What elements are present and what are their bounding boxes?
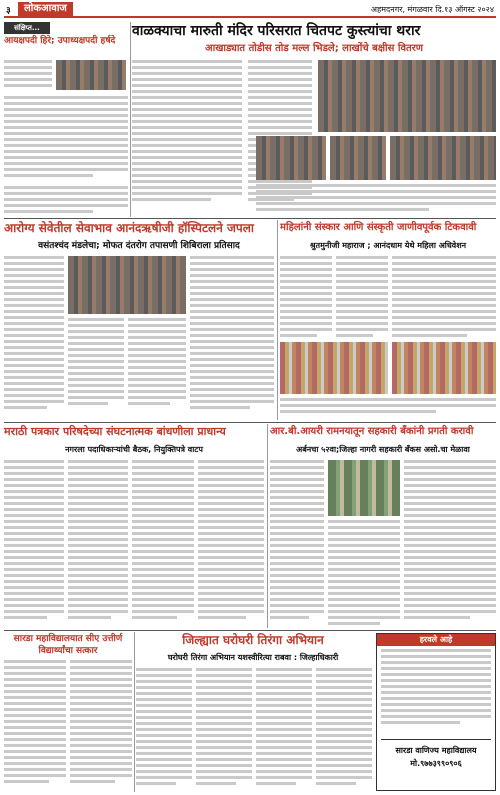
wrestling-photo: [318, 60, 496, 132]
column-rule: [134, 632, 135, 792]
brief-text-3: [4, 186, 128, 216]
rcb-text-col1: [270, 460, 324, 622]
rcb-text-col3: [404, 460, 496, 622]
women-text-bottom: [280, 398, 496, 416]
newspaper-name: लोकआवाज: [18, 2, 73, 16]
wrestling-photo-4: [390, 136, 496, 180]
health-text-col3: [128, 318, 186, 408]
health-text-col4: [190, 256, 274, 412]
health-text-col1: [4, 256, 64, 412]
women-photo: [280, 342, 388, 394]
flag-text-col3: [256, 668, 312, 788]
main-headline: वाळक्याचा मारुती मंदिर परिसरात चितपट कुस्त्यांचा थरार: [132, 23, 421, 39]
health-headline: आरोग्य सेवेतील सेवाभाव आनंदऋषीजी हॉस्पिटलने जपला: [4, 221, 254, 235]
brief-headline: आयक्षपदी हिरे; उपाध्यक्षपदी हर्षदे: [4, 36, 116, 46]
flag-headline: जिल्ह्यात घरोघरी तिरंगा अभियान: [182, 633, 324, 647]
main-text-col2: [248, 60, 312, 204]
press-headline: मराठी पत्रकार परिषदेच्या संघटनात्मक बांधणीला प्राधान्य: [4, 425, 226, 438]
flag-text-col1: [136, 668, 192, 788]
column-rule: [130, 22, 131, 217]
brief-text-2: [4, 96, 128, 180]
health-photo: [68, 256, 186, 314]
sarada-headline: सारडा महाविद्यालयात सीए उत्तीर्ण विद्यार्थ्यांचा सत्कार: [13, 634, 123, 656]
sarada-text-col1: [4, 660, 66, 786]
column-rule: [277, 220, 278, 420]
section-rule: [4, 218, 496, 219]
masthead: [4, 2, 496, 18]
brief-photo: [56, 60, 126, 90]
press-text-col2: [68, 460, 128, 622]
main-text-col1: [132, 60, 242, 204]
main-text-bottom: [256, 184, 496, 214]
women-headline: महिलांनी संस्कार आणि संस्कृती जाणीवपूर्वक टिकवावी: [280, 222, 477, 233]
rcb-photo: [328, 460, 400, 516]
section-label: संक्षिप्त...: [4, 22, 50, 34]
rcb-text-col2: [328, 520, 400, 628]
lost-notice: [376, 633, 496, 791]
notice-phone: मो.९७७३९९०९०६: [410, 759, 462, 768]
women-text-col3: [392, 256, 496, 340]
health-subheadline: वसंतश्चंद मंडलेचा; मोफत दंतरोग तपासणी शिबिराला प्रतिसाद: [38, 241, 240, 251]
issue-date: अहमदनगर, मंगळवार दि.१३ ऑगस्ट २०२४: [370, 5, 494, 14]
notice-text: [377, 646, 495, 730]
notice-title: हरवले आहे: [377, 634, 495, 646]
notice-contact: [381, 739, 491, 769]
flag-text-col2: [196, 668, 252, 788]
wrestling-photo-3: [330, 136, 386, 180]
women-subheadline: श्रुतमुनीजी महाराज ; आनंदधाम येथे महिला अधिवेशन: [309, 241, 467, 250]
column-rule: [267, 424, 268, 628]
press-text-col1: [4, 460, 64, 622]
women-text-col2: [336, 256, 388, 340]
rcb-subheadline: अर्बनचा ५२वा;जिल्हा नागरी सहकारी बँकस असो.चा मेळावा: [296, 445, 470, 454]
section-rule: [4, 630, 496, 631]
press-text-col4: [198, 460, 264, 622]
press-subheadline: नगरला पदाधिकाऱ्यांची बैठक, नियुक्तिपत्रे वाटप: [65, 445, 203, 454]
health-text-col2: [68, 318, 124, 408]
brief-text: [4, 60, 52, 90]
sarada-text-col2: [70, 660, 132, 786]
women-photo-2: [392, 342, 496, 394]
press-text-col3: [132, 460, 194, 622]
women-text-col1: [280, 256, 332, 340]
flag-text-col4: [316, 668, 372, 788]
notice-footer: सारडा वाणिज्य महाविद्यालय: [395, 746, 477, 755]
section-rule: [4, 422, 496, 423]
wrestling-photo-2: [256, 136, 326, 180]
flag-subheadline: घरोघरी तिरंगा अभियान यशस्वीरित्या राबवा : जिल्हाधिकारी: [167, 653, 339, 662]
main-subheadline: आखाड्यात तोडीस तोड मल्ल भिडले; लाखोंचे बक्षीस वितरण: [204, 43, 424, 54]
page-number: ३: [6, 6, 11, 16]
rcb-headline: आर.बी.आयरी रामनयातून सहकारी बँकांनी प्रगती करावी: [270, 426, 474, 437]
